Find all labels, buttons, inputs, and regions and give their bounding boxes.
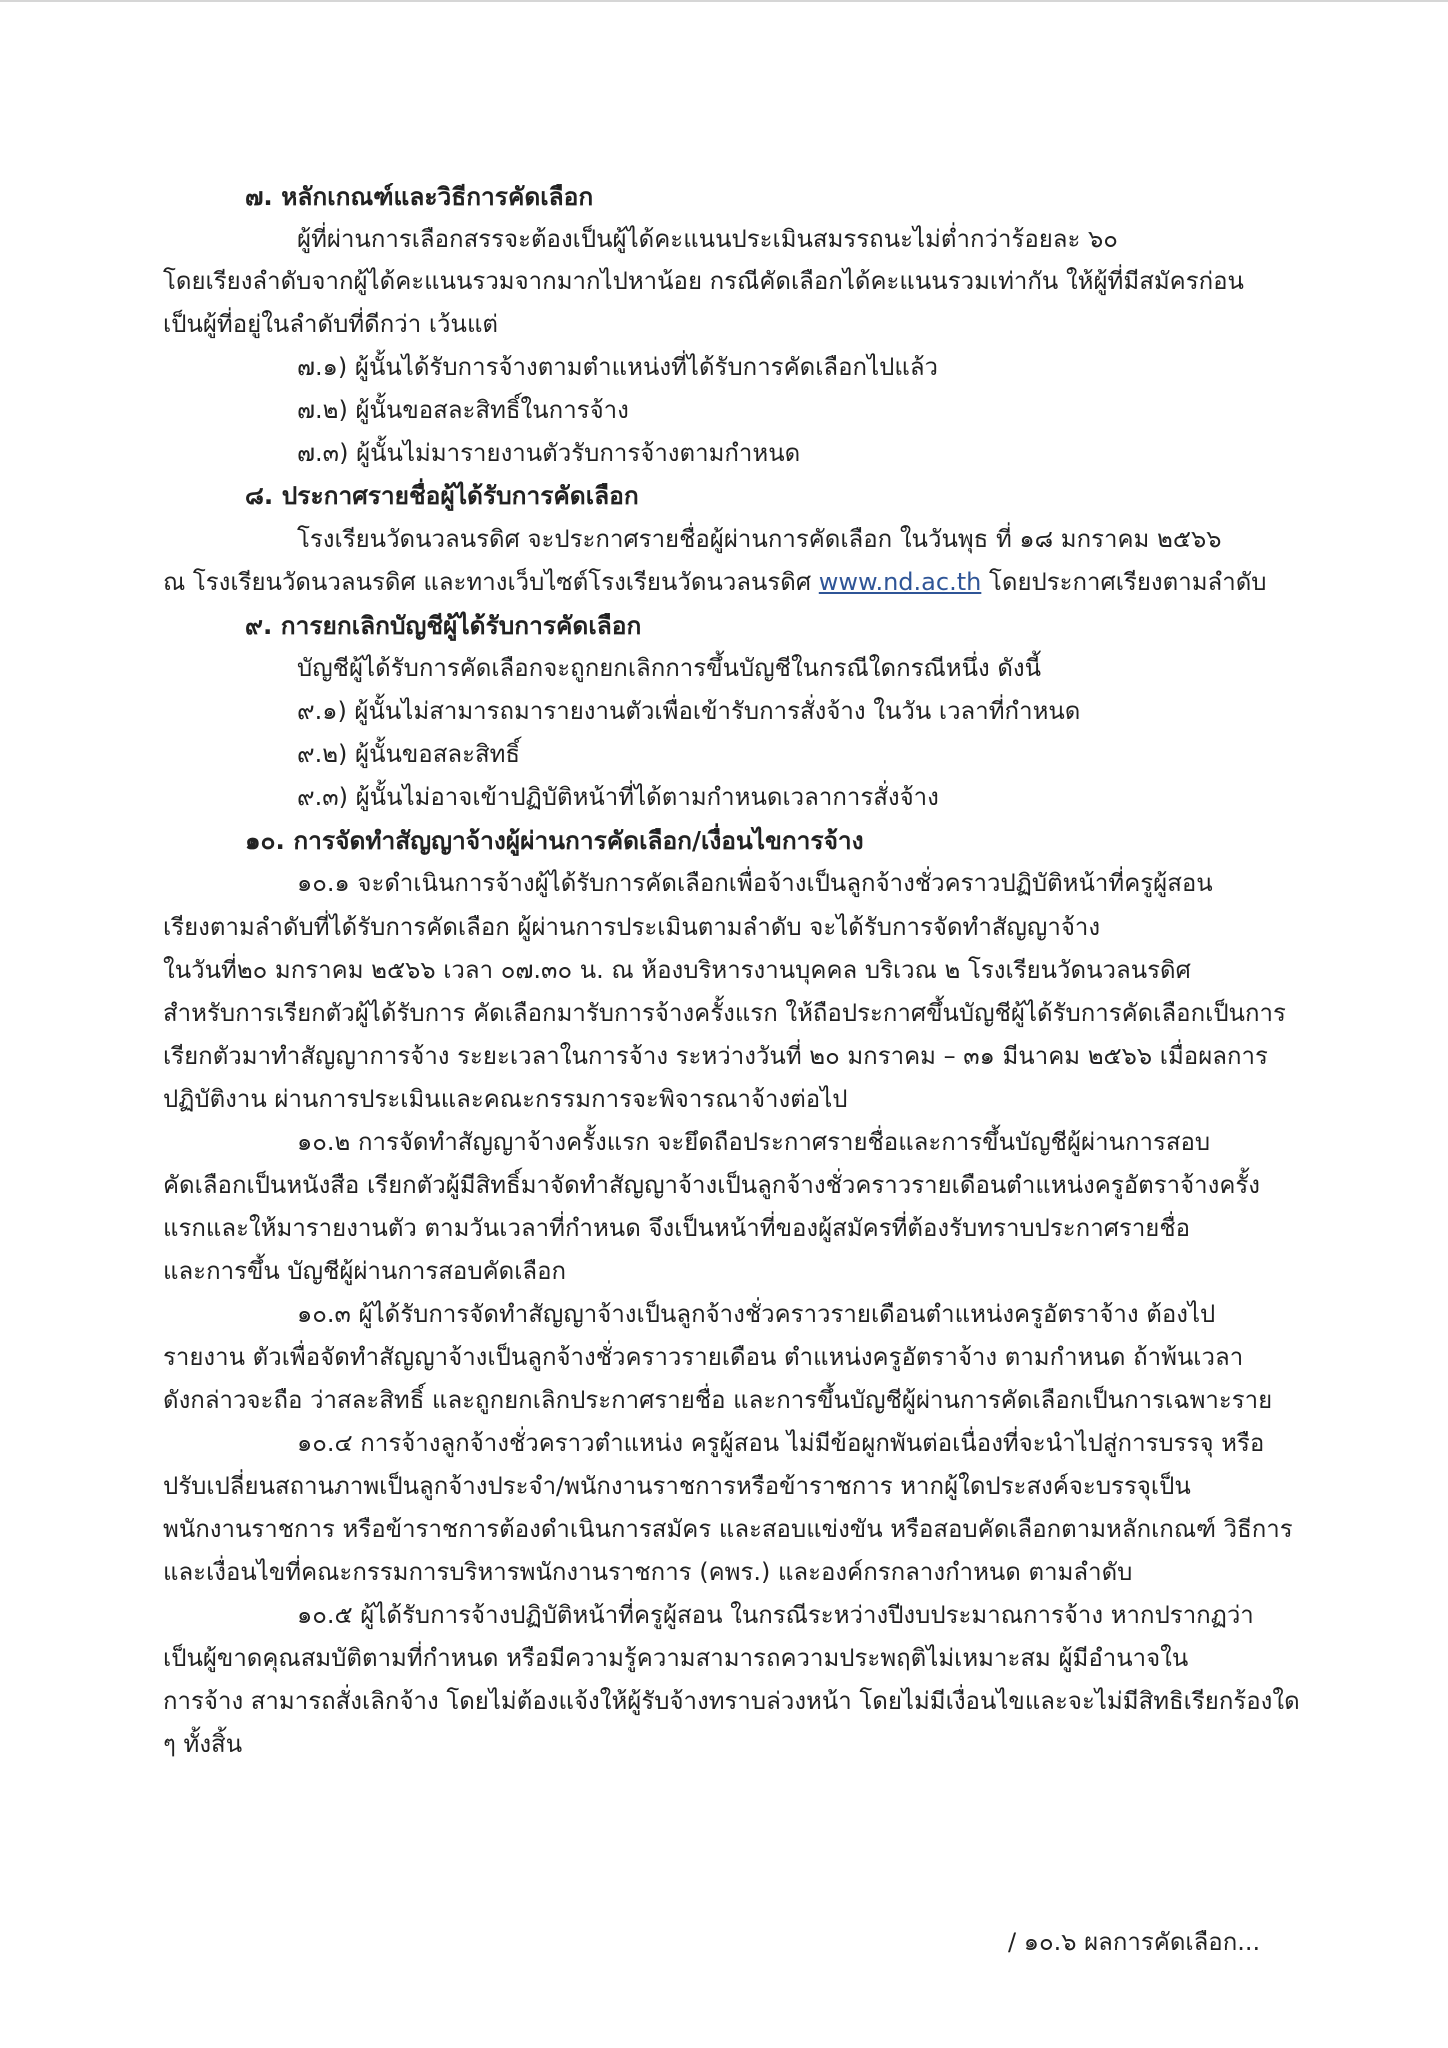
school-website-link[interactable]: www.nd.ac.th (818, 568, 982, 596)
section-10-3-line-1: ๑๐.๓ ผู้ได้รับการจัดทำสัญญาจ้างเป็นลูกจ้างชั่วคราวรายเดือนตำแหน่งครูอัตราจ้าง ต้องไป (297, 1300, 1216, 1328)
section-10-1-line-1: ๑๐.๑ จะดำเนินการจ้างผู้ได้รับการคัดเลือกเพื่อจ้างเป็นลูกจ้างชั่วคราวปฏิบัติหน้าที่ครูผู้สอน (297, 869, 1213, 897)
section-9-item-3: ๙.๓) ผู้นั้นไม่อาจเข้าปฏิบัติหน้าที่ได้ตามกำหนดเวลาการสั่งจ้าง (297, 783, 939, 811)
section-10-2-line-1: ๑๐.๒ การจัดทำสัญญาจ้างครั้งแรก จะยึดถือประกาศรายชื่อและการขึ้นบัญชีผู้ผ่านการสอบ (297, 1128, 1211, 1156)
section-10-4-line-2: ปรับเปลี่ยนสถานภาพเป็นลูกจ้างประจำ/พนักงานราชการหรือข้าราชการ หากผู้ใดประสงค์จะบรรจุเป็น (163, 1472, 1191, 1500)
section-7-item-3: ๗.๓) ผู้นั้นไม่มารายงานตัวรับการจ้างตามกำหนด (297, 439, 801, 467)
section-9-item-2: ๙.๒) ผู้นั้นขอสละสิทธิ์ (297, 740, 521, 768)
section-10-1-line-2: เรียงตามลำดับที่ได้รับการคัดเลือก ผู้ผ่านการประเมินตามลำดับ จะได้รับการจัดทำสัญญาจ้าง (163, 913, 1101, 941)
section-10-1-line-3: ในวันที่๒๐ มกราคม ๒๕๖๖ เวลา ๐๗.๓๐ น. ณ ห้องบริหารงานบุคคล บริเวณ ๒ โรงเรียนวัดนวลนรดิศ (163, 956, 1191, 984)
section-7-body-line-3: เป็นผู้ที่อยู่ในลำดับที่ดีกว่า เว้นแต่ (163, 310, 498, 338)
section-10-3-line-3: ดังกล่าวจะถือ ว่าสละสิทธิ์ และถูกยกเลิกประกาศรายชื่อ และการขึ้นบัญชีผู้ผ่านการคัดเลือกเป็นการเฉพาะราย (163, 1386, 1273, 1414)
section-10-4-line-3: พนักงานราชการ หรือข้าราชการต้องดำเนินการสมัคร และสอบแข่งขัน หรือสอบคัดเลือกตามหลักเกณฑ์ วิธีการ (163, 1515, 1293, 1543)
section-10-2-line-3: แรกและให้มารายงานตัว ตามวันเวลาที่กำหนด จึงเป็นหน้าที่ของผู้สมัครที่ต้องรับทราบประกาศรายชื่อ (163, 1214, 1191, 1242)
section-9-item-1: ๙.๑) ผู้นั้นไม่สามารถมารายงานตัวเพื่อเข้ารับการสั่งจ้าง ในวัน เวลาที่กำหนด (297, 697, 1081, 725)
section-8-heading: ๘. ประกาศรายชื่อผู้ได้รับการคัดเลือก (245, 481, 639, 510)
section-7-item-2: ๗.๒) ผู้นั้นขอสละสิทธิ์ในการจ้าง (297, 396, 629, 424)
section-8-line-2-end: โดยประกาศเรียงตามลำดับ (988, 568, 1267, 596)
section-8-line-2 (163, 568, 1267, 597)
section-10-5-line-1: ๑๐.๕ ผู้ได้รับการจ้างปฏิบัติหน้าที่ครูผู้สอน ในกรณีระหว่างปีงบประมาณการจ้าง หากปรากฏว่า (297, 1601, 1254, 1629)
section-10-4-line-4: และเงื่อนไขที่คณะกรรมการบริหารพนักงานราชการ (คพร.) และองค์กรกลางกำหนด ตามลำดับ (163, 1558, 1133, 1586)
section-7-heading: ๗. หลักเกณฑ์และวิธีการคัดเลือก (245, 182, 594, 211)
section-8-line-2-start: ณ โรงเรียนวัดนวลนรดิศ และทางเว็บไซต์โรงเรียนวัดนวลนรดิศ (163, 568, 812, 596)
section-10-5-line-3: การจ้าง สามารถสั่งเลิกจ้าง โดยไม่ต้องแจ้งให้ผู้รับจ้างทราบล่วงหน้า โดยไม่มีเงื่อนไขและจะไม่มีสิทธิเรียกร้องใด (163, 1687, 1300, 1715)
scan-top-edge (0, 0, 1448, 2)
section-9-heading: ๙. การยกเลิกบัญชีผู้ได้รับการคัดเลือก (245, 611, 642, 640)
section-10-heading: ๑๐. การจัดทำสัญญาจ้างผู้ผ่านการคัดเลือก/เงื่อนไขการจ้าง (245, 826, 864, 855)
section-10-1-line-6: ปฏิบัติงาน ผ่านการประเมินและคณะกรรมการจะพิจารณาจ้างต่อไป (163, 1085, 848, 1113)
section-10-1-line-5: เรียกตัวมาทำสัญญาการจ้าง ระยะเวลาในการจ้าง ระหว่างวันที่ ๒๐ มกราคม – ๓๑ มีนาคม ๒๕๖๖ เมื่อผลการ (163, 1042, 1268, 1070)
section-7-item-1: ๗.๑) ผู้นั้นได้รับการจ้างตามตำแหน่งที่ได้รับการคัดเลือกไปแล้ว (297, 353, 939, 381)
section-10-3-line-2: รายงาน ตัวเพื่อจัดทำสัญญาจ้างเป็นลูกจ้างชั่วคราวรายเดือน ตำแหน่งครูอัตราจ้าง ตามกำหนด ถ้าพ้นเวลา (163, 1343, 1244, 1371)
section-9-intro: บัญชีผู้ได้รับการคัดเลือกจะถูกยกเลิกการขึ้นบัญชีในกรณีใดกรณีหนึ่ง ดังนี้ (297, 654, 1042, 682)
section-10-1-line-4: สำหรับการเรียกตัวผู้ได้รับการ คัดเลือกมารับการจ้างครั้งแรก ให้ถือประกาศขึ้นบัญชีผู้ได้รับการคัดเลือกเป็นการ (163, 999, 1286, 1027)
section-10-5-line-2: เป็นผู้ขาดคุณสมบัติตามที่กำหนด หรือมีความรู้ความสามารถความประพฤติไม่เหมาะสม ผู้มีอำนาจใน (163, 1644, 1189, 1672)
section-7-body-line-1: ผู้ที่ผ่านการเลือกสรรจะต้องเป็นผู้ได้คะแนนประเมินสมรรถนะไม่ต่ำกว่าร้อยละ ๖๐ (297, 225, 1118, 253)
section-10-4-line-1: ๑๐.๔ การจ้างลูกจ้างชั่วคราวตำแหน่ง ครูผู้สอน ไม่มีข้อผูกพันต่อเนื่องที่จะนำไปสู่การบรรจุ หรือ (297, 1429, 1265, 1457)
section-10-2-line-4: และการขึ้น บัญชีผู้ผ่านการสอบคัดเลือก (163, 1257, 567, 1285)
section-7-body-line-2: โดยเรียงลำดับจากผู้ได้คะแนนรวมจากมากไปหาน้อย กรณีคัดเลือกได้คะแนนรวมเท่ากัน ให้ผู้ที่มีสมัครก่อน (163, 267, 1244, 295)
section-8-line-1: โรงเรียนวัดนวลนรดิศ จะประกาศรายชื่อผู้ผ่านการคัดเลือก ในวันพุธ ที่ ๑๘ มกราคม ๒๕๖๖ (297, 525, 1222, 553)
continuation-note: / ๑๐.๖ ผลการคัดเลือก... (1008, 1928, 1261, 1956)
section-10-5-line-4: ๆ ทั้งสิ้น (163, 1730, 243, 1758)
section-10-2-line-2: คัดเลือกเป็นหนังสือ เรียกตัวผู้มีสิทธิ์มาจัดทำสัญญาจ้างเป็นลูกจ้างชั่วคราวรายเดือนตำแหน่งครูอัตราจ้างครั้ง (163, 1171, 1261, 1199)
